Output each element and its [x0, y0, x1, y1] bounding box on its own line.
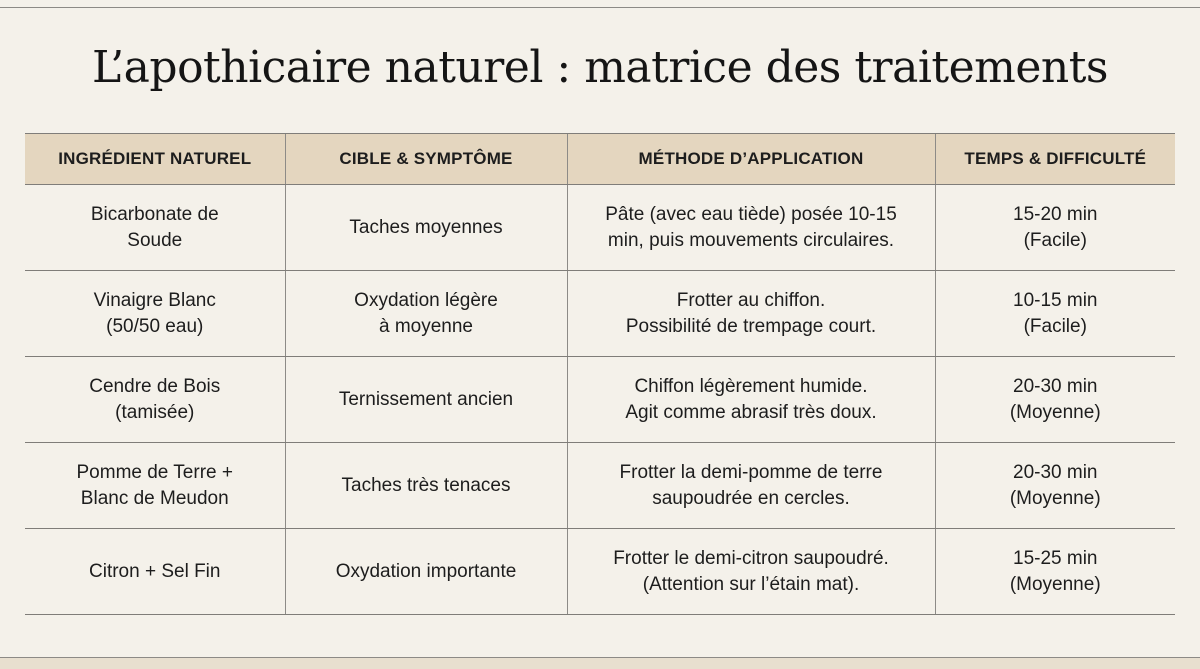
page-title: L’apothicaire naturel : matrice des traitements — [92, 42, 1108, 93]
header-method: MÉTHODE D’APPLICATION — [567, 134, 935, 185]
cell-method-line: Agit comme abrasif très doux. — [625, 401, 877, 423]
cell-ingredient — [25, 185, 285, 271]
cell-target — [285, 271, 567, 357]
cell-ingredient-line: Pomme de Terre + — [76, 461, 233, 483]
cell-ingredient-line: Cendre de Bois — [89, 375, 221, 397]
cell-ingredient-line: Blanc de Meudon — [80, 487, 229, 509]
cell-target-line: Oxydation importante — [335, 560, 517, 582]
table-row — [25, 529, 1175, 615]
table-row — [25, 271, 1175, 357]
table-row — [25, 443, 1175, 529]
cell-target-line: Taches moyennes — [349, 216, 503, 238]
cell-method — [567, 185, 935, 271]
table-row — [25, 185, 1175, 271]
cell-time — [935, 443, 1175, 529]
cell-method-line: Possibilité de trempage court. — [625, 315, 877, 337]
cell-time-line: 10-15 min — [1013, 289, 1098, 311]
cell-time — [935, 271, 1175, 357]
cell-ingredient-line: Vinaigre Blanc — [93, 289, 216, 311]
cell-time-line: 15-20 min — [1013, 203, 1098, 225]
cell-method-line: saupoudrée en cercles. — [652, 487, 850, 509]
cell-method-line: Frotter au chiffon. — [676, 289, 826, 311]
cell-time-line: (Facile) — [1023, 315, 1087, 337]
cell-method-line: Frotter la demi-pomme de terre — [619, 461, 883, 483]
cell-target-line: à moyenne — [378, 315, 473, 337]
header-ingredient: INGRÉDIENT NATUREL — [25, 134, 285, 185]
cell-method — [567, 443, 935, 529]
cell-ingredient-line: (tamisée) — [115, 401, 195, 423]
cell-target — [285, 529, 567, 615]
cell-time — [935, 529, 1175, 615]
table-row — [25, 357, 1175, 443]
cell-ingredient — [25, 443, 285, 529]
cell-target-line: Taches très tenaces — [341, 474, 511, 496]
cell-method-line: (Attention sur l’étain mat). — [642, 573, 860, 595]
cell-target-line: Oxydation légère — [354, 289, 498, 311]
cell-method — [567, 529, 935, 615]
cell-ingredient — [25, 357, 285, 443]
cell-ingredient-line: Soude — [127, 229, 183, 251]
cell-time-line: 20-30 min — [1013, 375, 1098, 397]
cell-ingredient — [25, 271, 285, 357]
cell-ingredient-line: Citron + Sel Fin — [89, 560, 221, 582]
top-rule — [0, 7, 1200, 8]
cell-target — [285, 443, 567, 529]
cell-ingredient-line: (50/50 eau) — [106, 315, 204, 337]
header-target: CIBLE & SYMPTÔME — [285, 134, 567, 185]
table-header-row — [25, 134, 1175, 185]
cell-ingredient-line: Bicarbonate de — [90, 203, 219, 225]
cell-time-line: (Moyenne) — [1009, 573, 1101, 595]
cell-method-line: Frotter le demi-citron saupoudré. — [613, 547, 889, 569]
cell-time-line: (Facile) — [1023, 229, 1087, 251]
cell-time — [935, 185, 1175, 271]
cell-method — [567, 357, 935, 443]
cell-target-line: Ternissement ancien — [338, 388, 514, 410]
table-body — [25, 185, 1175, 615]
cell-method — [567, 271, 935, 357]
cell-ingredient — [25, 529, 285, 615]
cell-time-line: (Moyenne) — [1009, 401, 1101, 423]
cell-method-line: min, puis mouvements circulaires. — [607, 229, 895, 251]
cell-method-line: Pâte (avec eau tiède) posée 10-15 — [605, 203, 897, 225]
cell-time-line: (Moyenne) — [1009, 487, 1101, 509]
cell-target — [285, 185, 567, 271]
cell-time-line: 15-25 min — [1013, 547, 1098, 569]
treatment-matrix-table — [25, 133, 1175, 615]
bottom-rule — [0, 657, 1200, 669]
header-time: TEMPS & DIFFICULTÉ — [935, 134, 1175, 185]
cell-time-line: 20-30 min — [1013, 461, 1098, 483]
cell-method-line: Chiffon légèrement humide. — [634, 375, 868, 397]
cell-time — [935, 357, 1175, 443]
cell-target — [285, 357, 567, 443]
